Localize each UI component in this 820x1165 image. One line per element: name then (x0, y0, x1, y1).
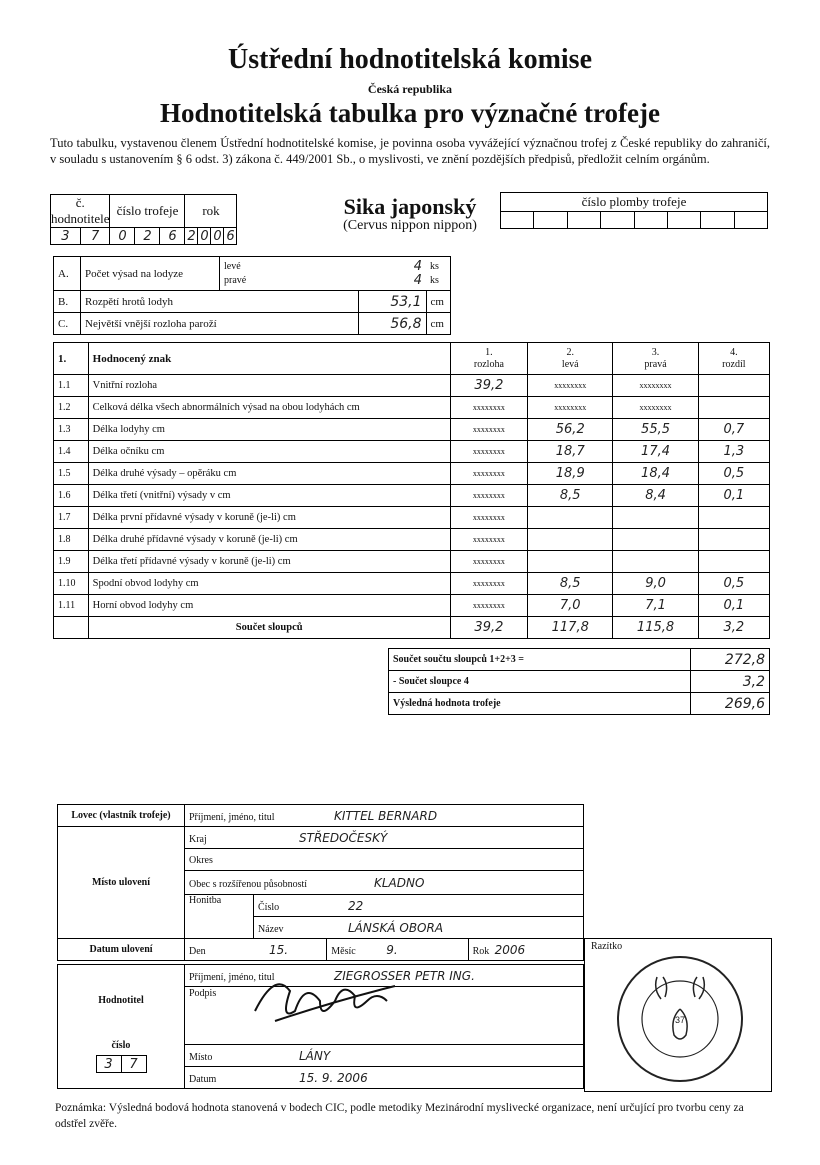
cell-no: 1.2 (54, 397, 89, 419)
digit: 0 (110, 228, 135, 245)
cell-c3: 55,5 (613, 419, 698, 441)
datum-uloveni-label: Datum ulovení (58, 939, 185, 961)
cell-c3 (613, 551, 698, 573)
form-title: Hodnotitelská tabulka pro význačné trofeje (159, 98, 660, 128)
cell-c2: 56,2 (528, 419, 613, 441)
evaluator-datum-label: Datum (189, 1073, 217, 1085)
minus4-label: - Součet sloupce 4 (389, 671, 691, 693)
honitba-label: Honitba (185, 895, 254, 939)
digit: 0 (198, 228, 211, 245)
cell-no: 1.5 (54, 463, 89, 485)
cell-c2: 7,0 (528, 595, 613, 617)
row-c-label: Největší vnější rozloha paroží (81, 313, 359, 335)
mesic-label: Měsíc (331, 945, 356, 957)
seal-cell (567, 212, 600, 229)
row-a-no: A. (54, 257, 81, 291)
head-c3: pravá (644, 358, 667, 370)
cell-c2: 8,5 (528, 573, 613, 595)
nazev-value: LÁNSKÁ OBORA (348, 920, 444, 935)
cell-c4 (698, 375, 769, 397)
result-label: Výsledná hodnota trofeje (389, 693, 691, 715)
cell-c1: xxxxxxxx (450, 507, 527, 529)
table-row (54, 595, 770, 617)
cell-c1: xxxxxxxx (450, 485, 527, 507)
evaluator-digit: 7 (121, 1056, 146, 1073)
cell-no: 1.6 (54, 485, 89, 507)
b-value: 53,1 (358, 291, 426, 313)
nazev-label: Název (258, 923, 284, 935)
table-row (54, 375, 770, 397)
cell-c1: xxxxxxxx (450, 595, 527, 617)
cell-c3: 7,1 (613, 595, 698, 617)
head-znak: Hodnocený znak (88, 343, 450, 375)
rok-label: Rok (472, 945, 490, 957)
species-latin: (Cervus nippon nippon) (343, 218, 477, 233)
razitko-label: Razítko (591, 941, 623, 952)
cell-label: Horní obvod lodyhy cm (88, 595, 450, 617)
hodnotitel-label: Hodnotitel (98, 995, 144, 1006)
stamp-box (584, 938, 772, 1092)
cell-c4: 0,1 (698, 595, 769, 617)
podpis-label: Podpis (189, 988, 217, 999)
cell-no: 1.9 (54, 551, 89, 573)
cell-c4: 1,3 (698, 441, 769, 463)
head-no: 1. (54, 343, 89, 375)
digit: 7 (80, 228, 110, 245)
head-c1-no: 1. (485, 346, 493, 358)
kraj-label: Kraj (189, 833, 207, 845)
cell-c3 (613, 529, 698, 551)
digit: 6 (224, 228, 237, 245)
cell-c4: 0,1 (698, 485, 769, 507)
digit: 0 (211, 228, 224, 245)
cell-no: 1.7 (54, 507, 89, 529)
cell-label: Délka druhé výsady – opěráku cm (88, 463, 450, 485)
seal-cell (534, 212, 567, 229)
intro-text: Tuto tabulku, vystavenou členem Ústřední hodnotitelské komise, je povinna osoba vyvážející význačnou trofej z České republiky do zahraničí, v souladu s ustanovením § 6 odst. 3) zákona č. 449/2001 Sb., o myslivosti, ve znění pozdějších předpisů, předložit celním orgánům. (50, 136, 770, 166)
rok-value: 2006 (494, 942, 526, 957)
cell-label: Délka očníku cm (88, 441, 450, 463)
seal-cell (601, 212, 634, 229)
evaluator-datum: 15. 9. 2006 (299, 1070, 368, 1085)
label-rok: rok (185, 195, 237, 228)
prave-label: pravé (224, 274, 247, 286)
label-trofeje: číslo trofeje (110, 195, 185, 228)
cell-c2: xxxxxxxx (528, 397, 613, 419)
table-row (54, 529, 770, 551)
cell-c1: xxxxxxxx (450, 397, 527, 419)
cislo-label: číslo (111, 1040, 131, 1051)
head-c2-no: 2. (566, 346, 574, 358)
digit: 2 (185, 228, 198, 245)
cell-c2: 117,8 (528, 617, 613, 639)
footnote: Poznámka: Výsledná bodová hodnota stanovená v bodech CIC, podle metodiky Mezinárodní myslivecké organizace, není určující pro tvorbu ceny za odstřel zvěře. (55, 1102, 744, 1130)
digit: 6 (160, 228, 185, 245)
sum123-value: 272,8 (691, 649, 770, 671)
table-row (54, 397, 770, 419)
cell-c3: 9,0 (613, 573, 698, 595)
cell-c4: 0,7 (698, 419, 769, 441)
cell-c4 (698, 529, 769, 551)
table-row (54, 617, 770, 639)
table-row (54, 419, 770, 441)
head-c3-no: 3. (651, 346, 660, 358)
cell-label: Délka první přídavné výsady v koruně (je-li) cm (88, 507, 450, 529)
country-label: Česká republika (367, 82, 453, 96)
evaluator-name-label: Příjmení, jméno, titul (189, 971, 275, 983)
cell-c3 (613, 507, 698, 529)
mesic-value: 9. (386, 942, 398, 957)
measurement-table (53, 342, 770, 639)
cell-c2 (528, 529, 613, 551)
cell-c1: xxxxxxxx (450, 441, 527, 463)
ks-label: ks (430, 260, 439, 272)
head-c4-no: 4. (730, 346, 738, 358)
evaluator-name: ZIEGROSSER PETR ING. (334, 968, 475, 983)
cell-c2: xxxxxxxx (528, 375, 613, 397)
cell-label: Celková délka všech abnormálních výsad na obou lodyhách cm (88, 397, 450, 419)
owner-name: KITTEL BERNARD (334, 808, 438, 823)
cell-c3: 17,4 (613, 441, 698, 463)
a-prave-value: 4 (413, 272, 422, 288)
cell-no: 1.11 (54, 595, 89, 617)
cell-c4 (698, 551, 769, 573)
cell-c2 (528, 551, 613, 573)
row-c-no: C. (54, 313, 81, 335)
cell-no: 1.10 (54, 573, 89, 595)
cell-c1: xxxxxxxx (450, 419, 527, 441)
kraj-value: STŘEDOČESKÝ (299, 830, 388, 845)
table-row (54, 463, 770, 485)
cell-c4 (698, 507, 769, 529)
table-row (54, 441, 770, 463)
cell-c1: xxxxxxxx (450, 463, 527, 485)
result-value: 269,6 (691, 693, 770, 715)
cell-label: Délka třetí přídavné výsady v koruně (je-li) cm (88, 551, 450, 573)
cell-no (54, 617, 89, 639)
cell-c4: 0,5 (698, 573, 769, 595)
den-label: Den (189, 945, 206, 957)
leve-label: levé (224, 260, 241, 272)
stamp-number: 37 (674, 1015, 686, 1025)
digit: 3 (51, 228, 81, 245)
cell-c2 (528, 507, 613, 529)
cell-no: 1.8 (54, 529, 89, 551)
cell-c1: xxxxxxxx (450, 573, 527, 595)
cell-no: 1.1 (54, 375, 89, 397)
den-value: 15. (269, 942, 289, 957)
cell-c3: xxxxxxxx (613, 375, 698, 397)
digit: 2 (135, 228, 160, 245)
seal-cell (734, 212, 767, 229)
cell-c3: 18,4 (613, 463, 698, 485)
seal-cell (634, 212, 667, 229)
a-leve-value: 4 (413, 258, 422, 274)
sum123-label: Součet součtu sloupců 1+2+3 = (389, 649, 691, 671)
cell-c1: xxxxxxxx (450, 551, 527, 573)
head-c1: rozloha (473, 358, 504, 370)
cell-label: Spodní obvod lodyhy cm (88, 573, 450, 595)
cell-label: Součet sloupců (88, 617, 450, 639)
signature (245, 971, 415, 1027)
cell-c2: 18,7 (528, 441, 613, 463)
totals-table (388, 648, 770, 715)
row-a-label: Počet výsad na lodyze (81, 257, 220, 291)
ks-label: ks (430, 274, 439, 286)
cell-c4: 0,5 (698, 463, 769, 485)
row-b-no: B. (54, 291, 81, 313)
id-table (50, 194, 237, 245)
table-row (54, 507, 770, 529)
misto-uloveni: Místo ulovení (58, 827, 185, 939)
evaluator-misto: LÁNY (299, 1048, 331, 1063)
owner-table (57, 804, 584, 961)
cell-label: Vnitřní rozloha (88, 375, 450, 397)
abc-table (53, 256, 451, 335)
cm-label: cm (426, 313, 451, 335)
cell-label: Délka třetí (vnitřní) výsady v cm (88, 485, 450, 507)
cell-c2: 8,5 (528, 485, 613, 507)
obec-label: Obec s rozšířenou působností (189, 878, 308, 890)
okres-label: Okres (189, 855, 213, 866)
cell-c1: 39,2 (450, 617, 527, 639)
cell-no: 1.4 (54, 441, 89, 463)
head-c2: levá (561, 358, 579, 370)
evaluator-table (57, 964, 584, 1089)
c-value: 56,8 (358, 313, 426, 335)
owner-name-label: Příjmení, jméno, titul (189, 811, 275, 823)
cell-label: Délka druhé přídavné výsady v koruně (je-li) cm (88, 529, 450, 551)
head-c4: rozdíl (722, 358, 746, 370)
cell-c1: 39,2 (450, 375, 527, 397)
official-stamp (585, 939, 771, 1091)
table-row (54, 573, 770, 595)
evaluator-misto-label: Místo (189, 1051, 213, 1063)
honitba-cislo: 22 (348, 898, 364, 913)
seal-cell (701, 212, 734, 229)
cell-c4 (698, 397, 769, 419)
owner-section: Lovec (vlastník trofeje) (58, 805, 185, 827)
table-row (54, 551, 770, 573)
commission-title: Ústřední hodnotitelská komise (227, 44, 593, 75)
cell-c4: 3,2 (698, 617, 769, 639)
table-row (54, 485, 770, 507)
evaluator-digit: 3 (96, 1056, 121, 1073)
cell-no: 1.3 (54, 419, 89, 441)
honitba-cislo-label: Číslo (258, 901, 280, 913)
row-b-label: Rozpětí hrotů lodyh (81, 291, 359, 313)
cell-c3: 115,8 (613, 617, 698, 639)
minus4-value: 3,2 (691, 671, 770, 693)
seal-cell (501, 212, 534, 229)
cell-c2: 18,9 (528, 463, 613, 485)
cm-label: cm (426, 291, 451, 313)
obec-value: KLADNO (374, 875, 425, 890)
cell-c3: 8,4 (613, 485, 698, 507)
seal-cell (667, 212, 700, 229)
seal-label: číslo plomby trofeje (501, 193, 768, 212)
label-hodnotitele: č. hodnotitele (51, 195, 110, 226)
cell-c3: xxxxxxxx (613, 397, 698, 419)
cell-c1: xxxxxxxx (450, 529, 527, 551)
species-name: Sika japonský (343, 194, 477, 219)
seal-table (500, 192, 768, 229)
cell-label: Délka lodyhy cm (88, 419, 450, 441)
